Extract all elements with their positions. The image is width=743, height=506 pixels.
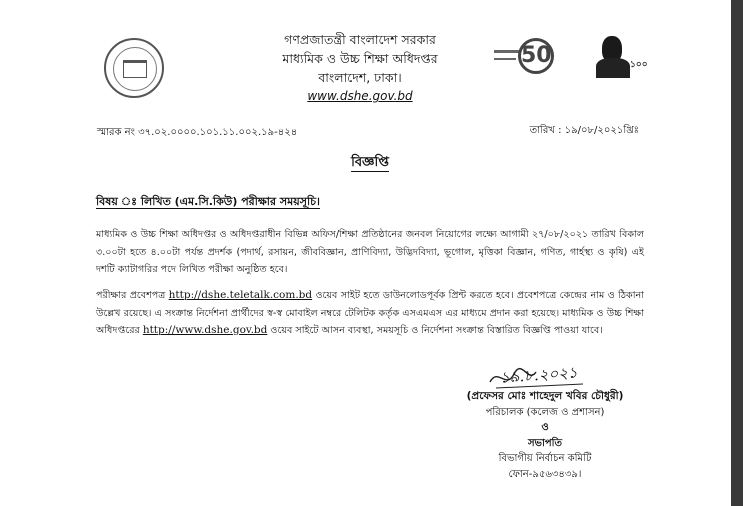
p2-text-3: ওয়েব সাইটে আসন ব্যবস্থা, সময়সূচি ও নির্দেশনা সংক্রান্ত বিস্তারিত বিজ্ঞপ্তি পাওয়া যাবে। bbox=[267, 325, 603, 336]
committee-name: বিভাগীয় নির্বাচন কমিটি bbox=[498, 453, 592, 464]
memo-date: তারিখ : ১৯/০৮/২০২১খ্রিঃ bbox=[529, 125, 639, 136]
govt-name: গণপ্রজাতন্ত্রী বাংলাদেশ সরকার bbox=[284, 32, 436, 47]
handwritten-date: ১৯.৮.২০২১ bbox=[499, 363, 579, 387]
p2-text-1: পরীক্ষার প্রবেশপত্র bbox=[96, 290, 169, 301]
signatory-role: সভাপতি bbox=[527, 437, 563, 449]
letterhead bbox=[260, 30, 460, 106]
notice-title bbox=[340, 153, 400, 174]
notice-title-text: বিজ্ঞপ্তি bbox=[351, 155, 389, 170]
department-name: মাধ্যমিক ও উচ্চ শিক্ষা অধিদপ্তর bbox=[282, 51, 438, 66]
subject-text: বিষয় ঃ লিখিত (এম.সি.কিউ) পরীক্ষার সময়সূচি। bbox=[96, 195, 320, 208]
teletalk-link[interactable]: http://dshe.teletalk.com.bd bbox=[168, 289, 313, 301]
phone-number: ফোন-৯৫৬৩৪৩৯। bbox=[508, 468, 582, 480]
location: বাংলাদেশ, ঢাকা। bbox=[318, 70, 402, 85]
mujib-50-logo-icon: 50 bbox=[494, 36, 562, 76]
conjunction: ও bbox=[541, 422, 549, 433]
subject-line bbox=[96, 193, 320, 212]
paragraph-admit-card bbox=[96, 287, 644, 340]
signatory-name: (প্রফেসর মোঃ শাহেদুল খবির চৌধুরী) bbox=[466, 390, 624, 402]
p2-text-2: ওয়েব সাইট হতে ডাউনলোডপূর্বক প্রিন্ট করতে হবে। প্রবেশপত্রে কেন্দ্রের নাম ও ঠিকানা উল্লেখ রয়েছে। এ সংক্রান্ত নির্দেশনা প্রার্থীদের স্ব-স্ব মোবাইল নম্বরে টেলিটক কর্তৃক এসএমএস এর মাধ্যমে প্রদান করা হয়েছে। মাধ্যমিক ও উচ্চ শিক্ষা অধিদপ্তরের bbox=[96, 290, 645, 336]
website-link[interactable]: www.dshe.gov.bd bbox=[307, 89, 413, 103]
viewer-edge bbox=[731, 0, 743, 506]
memo-number: স্মারক নং ৩৭.০২.০০০০.১০১.১১.০০২.১৯-৪২৪ bbox=[97, 127, 298, 138]
government-seal-icon bbox=[104, 38, 164, 98]
signature-block bbox=[445, 389, 645, 482]
dshe-link[interactable]: http://www.dshe.gov.bd bbox=[142, 324, 268, 336]
paragraph-exam-schedule: মাধ্যমিক ও উচ্চ শিক্ষা অধিদপ্তর ও অধিদপ্তরাধীন বিভিন্ন অফিস/শিক্ষা প্রতিষ্ঠানের জনবল নিয়োগের লক্ষ্যে আগামী ২৭/০৮/২০২১ তারিখ বিকাল ৩.০০টা হতে ৪.০০টা পর্যন্ত প্রদর্শক (পদার্থ, রসায়ন, জীববিজ্ঞান, প্রাণিবিদ্যা, উদ্ভিদবিদ্যা, ভূগোল, মৃত্তিকা বিজ্ঞান, গণিত, গার্হস্থ্য ও কৃষি) এই দশটি ক্যাটাগরির পদে লিখিত পরীক্ষা অনুষ্ঠিত হবে। bbox=[96, 229, 644, 275]
signatory-designation: পরিচালক (কলেজ ও প্রশাসন) bbox=[485, 406, 605, 418]
portrait-logo-icon: ১০০ bbox=[596, 34, 654, 78]
